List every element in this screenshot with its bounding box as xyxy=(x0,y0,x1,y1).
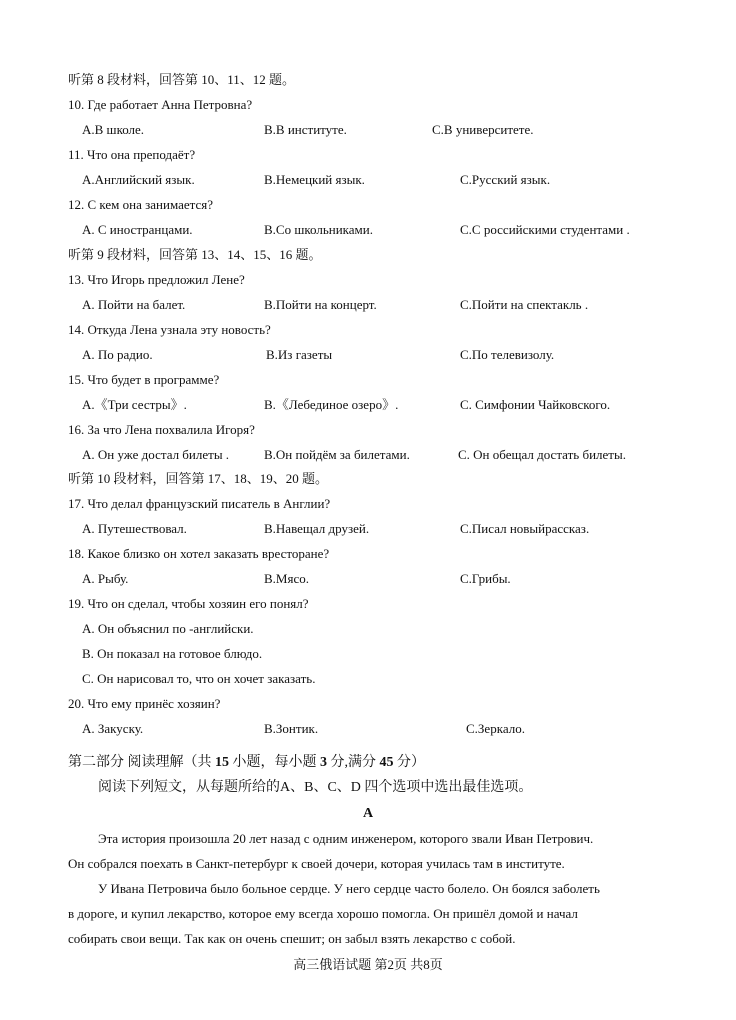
q15-option-c: C. Симфонии Чайковского. xyxy=(460,397,611,412)
question-12: 12. С кем она занимается? xyxy=(68,197,213,212)
q20-option-c: C.Зеркало. xyxy=(466,721,525,736)
question-17: 17. Что делал французский писатель в Англии? xyxy=(68,496,331,511)
part-2-heading-text-3: 分,满分 xyxy=(327,755,380,770)
section-10-instruction: 听第 10 段材料，回答第 17、18、19、20 题。 xyxy=(68,471,329,486)
q18-option-c: C.Грибы. xyxy=(460,571,511,586)
q14-option-b: B.Из газеты xyxy=(266,347,333,362)
part-2-points-each: 3 xyxy=(320,755,327,770)
q19-option-b: B. Он показал на готовое блюдо. xyxy=(82,646,263,661)
q19-option-c: C. Он нарисовал то, что он хочет заказать. xyxy=(82,671,316,686)
passage-paragraph-2-line-3: собирать свои вещи. Так как он очень спешит; он забыл взять лекарство с собой. xyxy=(68,931,516,946)
question-13: 13. Что Игорь предложил Лене? xyxy=(68,272,245,287)
q18-option-a: A. Рыбу. xyxy=(82,571,129,586)
q17-option-b: B.Навещал друзей. xyxy=(264,521,370,536)
q16-option-c: C. Он обещал достать билеты. xyxy=(458,447,626,462)
q20-option-a: A. Закуску. xyxy=(82,721,144,736)
q15-option-a: A.《Три сестры》. xyxy=(82,397,187,412)
q12-option-b: B.Со школьниками. xyxy=(264,222,373,237)
question-20: 20. Что ему принёс хозяин? xyxy=(68,696,221,711)
q11-option-a: A.Английский язык. xyxy=(82,172,195,187)
q10-option-b: B.В институте. xyxy=(264,122,347,137)
q17-option-c: C.Писал новыйрассказ. xyxy=(460,521,590,536)
q14-option-c: C.По телевизолу. xyxy=(460,347,555,362)
question-19: 19. Что он сделал, чтобы хозяин его понял? xyxy=(68,596,309,611)
question-14: 14. Откуда Лена узнала эту новость? xyxy=(68,322,271,337)
q13-option-c: C.Пойти на спектакль . xyxy=(460,297,589,312)
page-footer: 高三俄语试题 第2页 共8页 xyxy=(293,957,443,972)
part-2-heading-text-1: 第二部分 阅读理解（共 xyxy=(68,755,215,770)
passage-label: A xyxy=(362,806,374,821)
q13-option-a: A. Пойти на балет. xyxy=(82,297,186,312)
q13-option-b: B.Пойти на концерт. xyxy=(264,297,377,312)
passage-paragraph-2-line-1: У Ивана Петровича было больное сердце. У него сердце часто болело. Он боялся заболеть xyxy=(98,881,600,896)
q16-option-a: A. Он уже достал билеты . xyxy=(82,447,230,462)
reading-instruction: 阅读下列短文，从每题所给的A、B、C、D 四个选项中选出最佳选项。 xyxy=(98,780,533,795)
question-16: 16. За что Лена похвалила Игоря? xyxy=(68,422,255,437)
section-8-instruction: 听第 8 段材料，回答第 10、11、12 题。 xyxy=(68,72,296,87)
section-9-instruction: 听第 9 段材料，回答第 13、14、15、16 题。 xyxy=(68,247,322,262)
question-15: 15. Что будет в программе? xyxy=(68,372,220,387)
q10-option-a: A.В школе. xyxy=(82,122,145,137)
part-2-question-count: 15 xyxy=(215,755,229,770)
q10-option-c: C.В университете. xyxy=(432,122,534,137)
q16-option-b: B.Он пойдём за билетами. xyxy=(264,447,410,462)
part-2-heading-text-2: 小题，每小题 xyxy=(229,755,320,770)
q11-option-c: C.Русский язык. xyxy=(460,172,551,187)
passage-paragraph-2-line-2: в дороге, и купил лекарство, которое ему всегда хорошо помогла. Он пришёл домой и начал xyxy=(68,906,578,921)
q18-option-b: B.Мясо. xyxy=(264,571,309,586)
question-10: 10. Где работает Анна Петровна? xyxy=(68,97,253,112)
part-2-heading-text-4: 分） xyxy=(393,755,425,770)
q17-option-a: A. Путешествовал. xyxy=(82,521,187,536)
q12-option-c: C.С российскими студентами . xyxy=(460,222,630,237)
question-18: 18. Какое близко он хотел заказать вресторане? xyxy=(68,546,330,561)
passage-paragraph-1-line-1: Эта история произошла 20 лет назад с одним инженером, которого звали Иван Петрович. xyxy=(98,831,594,846)
question-11: 11. Что она преподаёт? xyxy=(68,147,196,162)
q14-option-a: A. По радио. xyxy=(82,347,153,362)
part-2-heading xyxy=(68,754,425,772)
passage-paragraph-1-line-2: Он собрался поехать в Санкт-петербург к своей дочери, которая училась там в институте. xyxy=(68,856,565,871)
q19-option-a: A. Он объяснил по -английски. xyxy=(82,621,254,636)
q20-option-b: B.Зонтик. xyxy=(264,721,319,736)
q12-option-a: A. С иностранцами. xyxy=(82,222,193,237)
q15-option-b: B.《Лебединое озеро》. xyxy=(264,397,399,412)
q11-option-b: B.Немецкий язык. xyxy=(264,172,365,187)
part-2-total-points: 45 xyxy=(379,755,394,770)
